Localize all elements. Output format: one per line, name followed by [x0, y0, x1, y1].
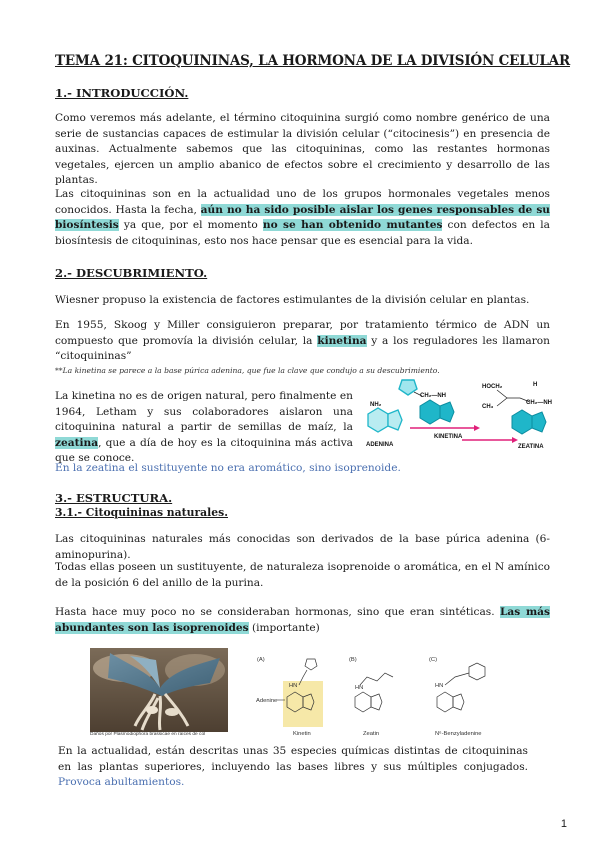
ch2nh-label: CH₂—NH [420, 393, 446, 399]
ch3-label: CH₃ [482, 404, 494, 410]
fig-label-a: (A) [257, 657, 265, 663]
section-heading-descubrimiento: 2.- DESCUBRIMIENTO. [55, 266, 208, 280]
subsection-heading-naturales: 3.1.- Citoquininas naturales. [55, 506, 228, 519]
descubrimiento-paragraph-1: Wiesner propuso la existencia de factores estimulantes de la división celular en plantas. [55, 294, 530, 306]
h-label: H [533, 382, 538, 388]
hn-label-b: HN [355, 685, 364, 691]
nh2-label: NH₂ [370, 402, 382, 408]
intro-paragraph-2: Las citoquininas son en la actualidad uno de los grupos hormonales vegetales menos conocidos. Hasta la fecha, aún no ha sido posible aislar los genes responsables de su biosíntesis ya que, por el momento no se han obtenido mutantes con defectos en la biosíntesis de citoquininas, esto nos hace pensar que es esencial para la vida. [55, 188, 550, 247]
adenina-kinetina-zeatina-figure [362, 378, 557, 453]
benzyladenine-label: N⁶-Benzyladenine [435, 731, 482, 737]
zeatin-label: Zeatin [363, 731, 380, 737]
adenine-label: Adenine [256, 698, 278, 704]
estructura-paragraph-2: Todas ellas poseen un sustituyente, de naturaleza isoprenoide o aromática, en el N amínico de la posición 6 del anillo de la purina. [55, 561, 550, 589]
photo-caption: Daños por Plasmodiophora brassicae en raíces de col [90, 732, 206, 737]
hn-label-c: HN [435, 683, 444, 689]
highlight-isoprenoides: Las más abundantes son las isoprenoides [55, 606, 550, 634]
cabbage-root-photo [90, 648, 228, 732]
fig-label-c: (C) [429, 657, 438, 663]
zeatina-blue-note: En la zeatina el sustituyente no era aromático, sino isoprenoide. [55, 462, 401, 474]
fig-label-b: (B) [349, 657, 357, 663]
abultamientos-note: Provoca abultamientos. [58, 776, 185, 788]
zeatina-label: ZEATINA [518, 444, 544, 450]
descubrimiento-paragraph-2: En 1955, Skoog y Miller consiguieron preparar, por tratamiento térmico de ADN un compuesto que promovía la división celular, la kinetina y a los reguladores les llamaron “citoquininas” [55, 319, 551, 362]
hoch2-label: HOCH₂ [482, 384, 503, 390]
kinetina-pyrimidine-ring [420, 400, 440, 424]
estructura-paragraph-3: Hasta hace muy poco no se consideraban hormonas, sino que eran sintéticas. Las más abundantes son las isoprenoides (importante) [55, 606, 550, 634]
zeatina-ch2nh-label: CH₂—NH [526, 400, 552, 406]
highlight-genes: aún no ha sido posible aislar los genes responsables de su biosíntesis [55, 203, 550, 231]
furan-ring-icon [399, 380, 417, 395]
arrow-head-zeatina [512, 437, 518, 443]
zeatina-paragraph: La kinetina no es de origen natural, pero finalmente en 1964, Letham y sus colaboradores aislaron una citoquinina natural a partir de semillas de maíz, la zeatina, que a día de hoy es la citoquinina más activa que se conoce. [55, 390, 353, 464]
adenina-imidazole-ring [388, 410, 402, 430]
highlight-kinetina: kinetina [317, 334, 367, 347]
adenina-pyrimidine-ring [368, 408, 388, 432]
highlight-zeatina: zeatina [55, 436, 99, 449]
section-heading-estructura: 3.- ESTRUCTURA. [55, 491, 173, 505]
page-number: 1 [560, 818, 567, 830]
kinetin-label: Kinetin [293, 731, 311, 737]
section-heading-intro: 1.- INTRODUCCIÓN. [55, 86, 189, 100]
intro-paragraph-1: Como veremos más adelante, el término citoquinina surgió como nombre genérico de una serie de sustancias capaces de estimular la división celular (“citocinesis”) en presencia de auxinas. Actualmente sabemos que las citoquininas, como las restantes hormonas vegetales, ejercen un amplio abanico de efectos sobre el crecimiento y desarrollo de las plantas. [55, 112, 550, 186]
zeatina-pyrimidine-ring [512, 410, 532, 434]
zeatina-imidazole-ring [532, 412, 546, 432]
arrow-head-kinetina [474, 425, 480, 431]
kinetina-note: **La kinetina se parece a la base púrica adenina, que fue la clave que condujo a su descubrimiento. [55, 366, 440, 375]
hn-label-a: HN [289, 683, 298, 689]
estructura-paragraph-1: Las citoquininas naturales más conocidas son derivados de la base púrica adenina (6-aminopurina). [55, 533, 550, 561]
highlight-mutantes: no se han obtenido mutantes [262, 219, 443, 231]
estructura-paragraph-4: En la actualidad, están descritas unas 35 especies químicas distintas de citoquininas en las plantas superiores, incluyendo las bases libres y sus múltiples conjugados. Provoca abultamientos. [58, 745, 528, 788]
adenina-label: ADENINA [366, 442, 394, 448]
kinetina-label: KINETINA [434, 434, 463, 440]
page-title: TEMA 21: CITOQUININAS, LA HORMONA DE LA DIVISIÓN CELULAR [55, 53, 570, 69]
kinetina-imidazole-ring [440, 402, 454, 422]
cytokinin-structures-figure [255, 655, 495, 737]
